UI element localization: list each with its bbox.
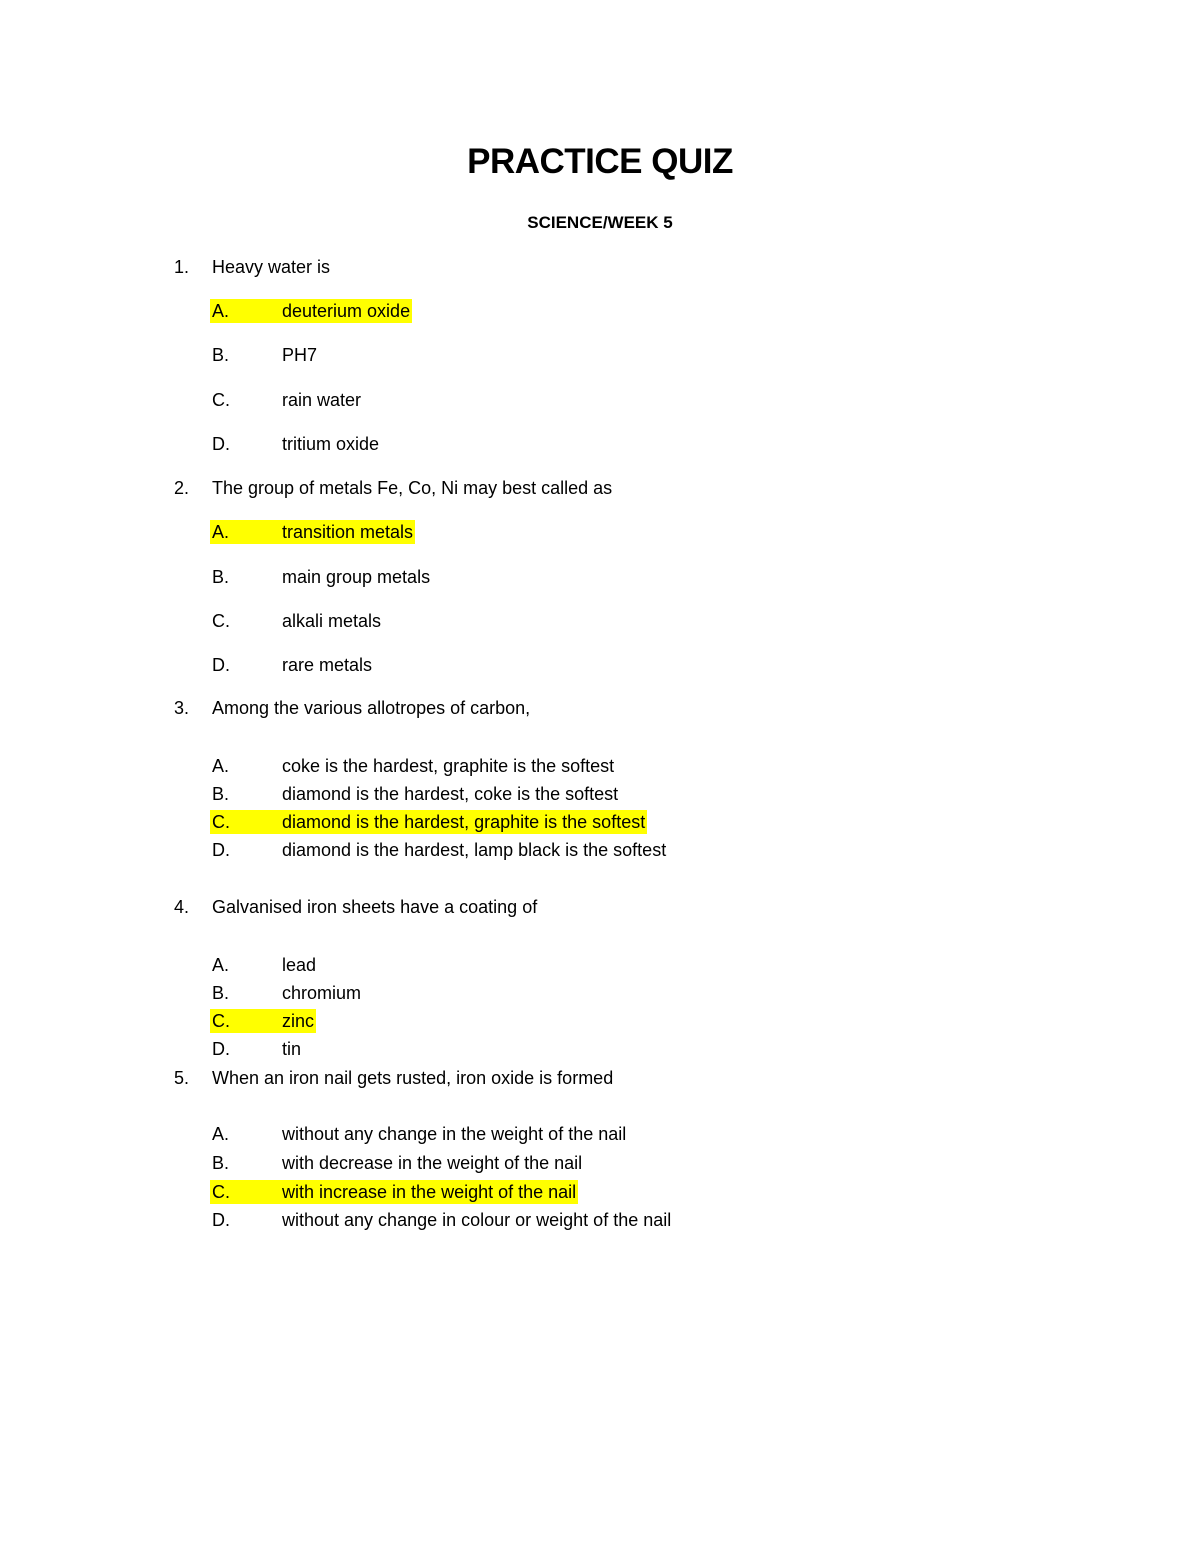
option-letter: B. <box>212 345 230 365</box>
option-text: diamond is the hardest, lamp black is the softest <box>282 840 667 860</box>
question-number: 5. <box>174 1068 190 1088</box>
option-text: rain water <box>282 390 362 410</box>
option-text: tritium oxide <box>282 434 380 454</box>
option-text: PH7 <box>282 345 318 365</box>
option-letter: C. <box>212 812 230 832</box>
option-text: alkali metals <box>282 611 382 631</box>
option-text: chromium <box>282 983 362 1003</box>
option-letter: D. <box>212 434 230 454</box>
question-text: The group of metals Fe, Co, Ni may best called as <box>212 478 613 498</box>
question-text: Galvanised iron sheets have a coating of <box>212 897 538 917</box>
question-number: 4. <box>174 897 190 917</box>
option-text: tin <box>282 1039 302 1059</box>
option-text: deuterium oxide <box>282 301 411 321</box>
option-text: transition metals <box>282 522 414 542</box>
option-letter: A. <box>212 955 230 975</box>
question-text: When an iron nail gets rusted, iron oxide is formed <box>212 1068 614 1088</box>
option-letter: C. <box>212 1011 230 1031</box>
option-letter: A. <box>212 522 230 542</box>
option-letter: C. <box>212 611 230 631</box>
option-letter: D. <box>212 655 230 675</box>
option-letter: B. <box>212 784 230 804</box>
option-letter: D. <box>212 1210 230 1230</box>
page-title: PRACTICE QUIZ <box>467 142 733 181</box>
option-letter: C. <box>212 1182 230 1202</box>
question-number: 1. <box>174 257 190 277</box>
option-letter: D. <box>212 1039 230 1059</box>
option-text: lead <box>282 955 317 975</box>
option-letter: A. <box>212 301 230 321</box>
option-letter: A. <box>212 756 230 776</box>
option-text: without any change in the weight of the nail <box>282 1124 627 1144</box>
option-text: zinc <box>282 1011 315 1031</box>
question-text: Heavy water is <box>212 257 331 277</box>
option-text: rare metals <box>282 655 373 675</box>
option-letter: B. <box>212 983 230 1003</box>
page-subtitle: SCIENCE/WEEK 5 <box>527 213 673 232</box>
option-text: with increase in the weight of the nail <box>282 1182 577 1202</box>
option-text: without any change in colour or weight of the nail <box>282 1210 672 1230</box>
question-number: 2. <box>174 478 190 498</box>
option-letter: B. <box>212 1153 230 1173</box>
option-text: diamond is the hardest, graphite is the softest <box>282 812 646 832</box>
option-letter: B. <box>212 567 230 587</box>
option-letter: D. <box>212 840 230 860</box>
option-text: with decrease in the weight of the nail <box>282 1153 583 1173</box>
option-letter: A. <box>212 1124 230 1144</box>
option-text: main group metals <box>282 567 431 587</box>
option-text: coke is the hardest, graphite is the softest <box>282 756 615 776</box>
option-letter: C. <box>212 390 230 410</box>
option-text: diamond is the hardest, coke is the softest <box>282 784 619 804</box>
question-number: 3. <box>174 698 190 718</box>
question-text: Among the various allotropes of carbon, <box>212 698 531 718</box>
